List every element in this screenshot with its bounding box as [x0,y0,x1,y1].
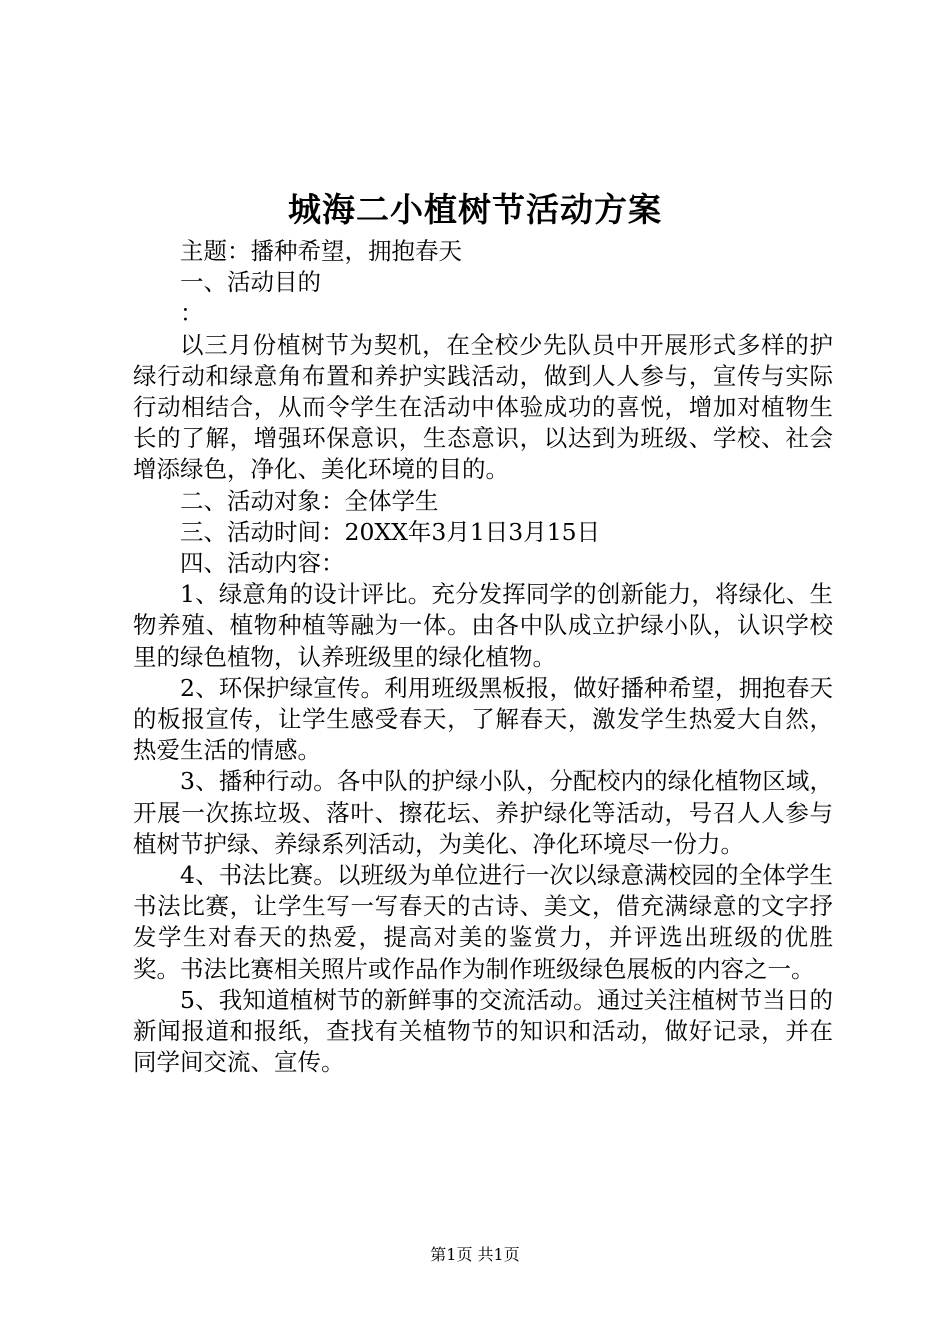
document-title: 城海二小植树节活动方案 [288,190,662,229]
theme-line: 主题：播种希望，拥抱春天 [180,237,462,265]
content-item-5: 5、我知道植树节的新鲜事的交流活动。通过关注植树节当日的新闻报道和报纸，查找有关植物节的知识和活动，做好记录，并在同学间交流、宣传。 [133,985,833,1077]
content-item-1: 1、绿意角的设计评比。充分发挥同学的创新能力，将绿化、生物养殖、植物种植等融为一体。由各中队成立护绿小队，认识学校里的绿色植物，认养班级里的绿化植物。 [133,580,833,671]
content-item-2: 2、环保护绿宣传。利用班级黑板报，做好播种希望，拥抱春天的板报宣传，让学生感受春天，了解春天，激发学生热爱大自然，热爱生活的情感。 [133,673,833,765]
content-item-4: 4、书法比赛。以班级为单位进行一次以绿意满校园的全体学生书法比赛，让学生写一写春天的古诗、美文，借充满绿意的文字抒发学生对春天的热爱，提高对美的鉴赏力，并评选出班级的优胜奖。书法比赛相关照片或作品作为制作班级绿色展板的内容之一。 [133,861,833,983]
section-heading-audience: 二、活动对象：全体学生 [180,486,439,515]
content-item-3: 3、播种行动。各中队的护绿小队，分配校内的绿化植物区域，开展一次拣垃圾、落叶、擦花坛、养护绿化等活动，号召人人参与植树节护绿、养绿系列活动，为美化、净化环境尽一份力。 [133,767,833,858]
document-body [133,236,833,1078]
page-footer: 第1页 共1页 [430,1245,520,1264]
colon-line: ： [180,299,204,328]
section-heading-purpose: 一、活动目的 [180,268,321,297]
section-heading-content: 四、活动内容： [180,549,345,578]
section-heading-time: 三、活动时间：20XX年3月1日3月15日 [180,517,601,546]
purpose-paragraph: 以三月份植树节为契机，在全校少先队员中开展形式多样的护绿行动和绿意角布置和养护实践活动，做到人人参与，宣传与实际行动相结合，从而令学生在活动中体验成功的喜悦，增加对植物生长的了解，增强环保意识，生态意识，以达到为班级、学校、社会增添绿色，净化、美化环境的目的。 [133,330,833,484]
